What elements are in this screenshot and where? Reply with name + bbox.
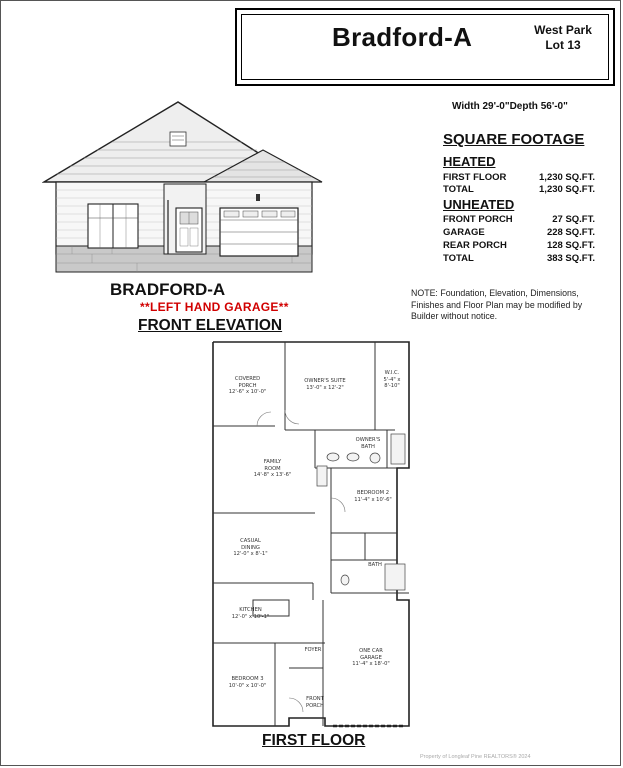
heated-heading: HEATED [443, 154, 496, 169]
sf-row-heated-total [443, 184, 595, 195]
sf-row-value: 1,230 SQ.FT. [539, 184, 595, 195]
garage-orientation-note: **LEFT HAND GARAGE** [140, 300, 289, 314]
room-bedroom-2: BEDROOM 2 11'-4" x 10'-6" [354, 490, 392, 503]
room-foyer: FOYER [304, 647, 322, 653]
room-casual-dining: CASUAL DINING 12'-0" x 8'-1" [233, 538, 268, 557]
room-walk-in-closet: W.I.C. 5'-4" x 8'-10" [383, 370, 401, 389]
first-floor-label: FIRST FLOOR [262, 732, 366, 749]
community-name: West Park [534, 23, 592, 37]
room-family-room: FAMILY ROOM 14'-8" x 13'-6" [253, 459, 292, 478]
sf-row-label: GARAGE [443, 227, 485, 238]
lot-number: Lot 13 [545, 38, 581, 52]
sf-row-value: 1,230 SQ.FT. [539, 172, 595, 183]
sf-row-value: 228 SQ.FT. [546, 227, 595, 238]
floor-plan-drawing [205, 338, 417, 730]
room-covered-porch: COVERED PORCH 12'-6" x 10'-0" [228, 376, 267, 395]
builder-note: NOTE: Foundation, Elevation, Dimensions, Finishes and Floor Plan may be modified by Builder without notice. [411, 288, 583, 321]
sf-row-first-floor [443, 172, 595, 183]
sf-row-value: 383 SQ.FT. [546, 253, 595, 264]
model-title: Bradford-A [332, 22, 473, 52]
title-box [235, 8, 615, 86]
room-bedroom-3: BEDROOM 3 10'-0" x 10'-0" [228, 676, 267, 689]
sf-row-front-porch [443, 214, 595, 225]
room-owners-bath: OWNER'S BATH [355, 437, 381, 450]
sf-row-unheated-total [443, 253, 595, 264]
unheated-heading: UNHEATED [443, 197, 515, 212]
square-footage-title: SQUARE FOOTAGE [443, 131, 585, 148]
sf-row-garage [443, 227, 595, 238]
front-elevation-drawing [42, 100, 327, 278]
sf-row-value: 27 SQ.FT. [552, 214, 595, 225]
sf-row-value: 128 SQ.FT. [546, 240, 595, 251]
room-kitchen: KITCHEN 12'-0" x 10'-1" [231, 607, 270, 620]
community-lot [523, 23, 603, 53]
room-owners-suite: OWNER'S SUITE 13'-0" x 12'-2" [304, 378, 346, 391]
dimensions-text: Width 29'-0"Depth 56'-0" [452, 101, 568, 112]
elevation-model-name: BRADFORD-A [110, 280, 226, 299]
sf-row-label: TOTAL [443, 253, 474, 264]
room-front-porch: FRONT PORCH [305, 696, 325, 709]
sf-row-label: FRONT PORCH [443, 214, 513, 225]
room-bath: BATH [368, 562, 382, 568]
sf-row-rear-porch [443, 240, 595, 251]
sf-row-label: REAR PORCH [443, 240, 507, 251]
room-garage: ONE CAR GARAGE 11'-4" x 18'-0" [352, 648, 390, 667]
sf-row-label: FIRST FLOOR [443, 172, 507, 183]
watermark: Property of Longleaf Pine REALTORS® 2024 [420, 754, 531, 760]
front-elevation-label: FRONT ELEVATION [138, 317, 283, 334]
sf-row-label: TOTAL [443, 184, 474, 195]
